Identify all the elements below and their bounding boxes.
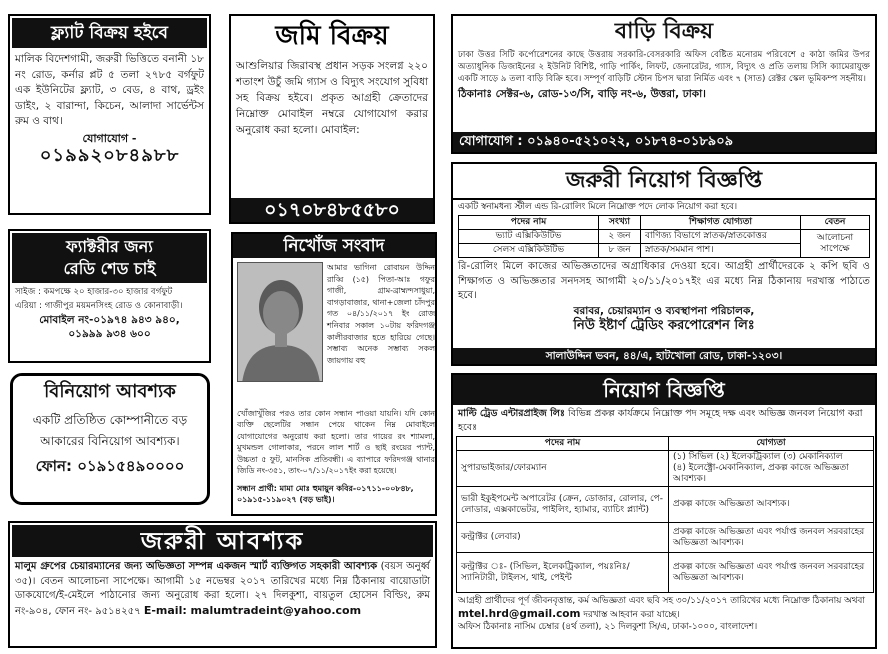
table-cell: প্রকল্প কাজে অভিজ্ঞতা আবশ্যক। bbox=[669, 487, 874, 523]
ad-urgent-body-block bbox=[10, 559, 435, 620]
ad-missing-contact: সন্ধান প্রার্থী: মামা মোঃ হুমায়ুন কবির-০১৭১১-০০৮৪৮, ০১৯১৫-১১৯০২৭ (বড় ভাই)। bbox=[237, 484, 414, 505]
ad-factory-line4: ০১৯৯৯ ৯৩৪ ৬০০ bbox=[68, 328, 151, 340]
ad-recruit1-address: সালাউদ্দিন ভবন, ৪৪/এ, হাটখোলা রোড, ঢাকা-১২০৩। bbox=[453, 348, 875, 364]
ad-recruit1-title: জরুরী নিয়োগ বিজ্ঞপ্তি bbox=[453, 164, 875, 200]
ad-recruit1-addressee: বরাবর, চেয়ারম্যান ও ব্যবস্থাপনা পরিচালক, bbox=[573, 304, 755, 317]
table-cell: ৮ জন bbox=[599, 244, 641, 258]
ad-house-address: ঠিকানাঃ সেক্টর-৬, রোড-১৩/সি, বাড়ি নং-৬, উত্তরা, ঢাকা। bbox=[458, 88, 706, 100]
ad-house-title: বাড়ি বিক্রয় bbox=[453, 16, 875, 48]
ad-flat-title: ফ্ল্যাট বিক্রয় হইবে bbox=[12, 18, 207, 48]
ad-recruit1-body: রি-রোলিং মিলে কাজের অভিজ্ঞতাদের অগ্রাধিকার দেওয়া হবে। আগ্রহী প্রার্থীদেরকে ২ কপি ছবি ও শিক্ষাগত ও অভিজ্ঞতার সনদসহ আগামী ২০/১১/২০১৭ইং এর মধ্যে নিম্ন ঠিকানায় দরখাস্ত পাঠাতে হবে। bbox=[458, 261, 870, 301]
table-header: বেতন bbox=[801, 216, 870, 230]
table-cell: কন্ট্রাক্টর ঃ- (সিভিল, ইলেকট্রিক্যাল, পয়ঃনিঃ/স্যানিটারী, টাইলস, থাই, পেইন্ট bbox=[457, 553, 669, 593]
ad-missing-body-side: আমার ভাগিনা রোবায়ন উদ্দিন রাব্বি (১৫) পিতা-আঃ গফুর গাজী, গ্রাম-ব্রাহ্মন্দসাধুয়া, বাগড়াবাজার, থানা+জেলা চাঁদপুর গত ০৪/১১/২০১৭ ইং রোজ শনিবার সকাল ১০টায় ফরিদগঞ্জ কালীরবাজার হতে হারিয়ে গেছে। সম্ভাব্য অনেক সম্ভাব্য সকল জায়গায় বহু bbox=[327, 263, 435, 365]
ad-missing-person bbox=[231, 232, 437, 516]
ad-flat-contact-label: যোগাযোগ - bbox=[82, 131, 137, 145]
table-cell: প্রকল্প কাজে অভিজ্ঞতা এবং পর্যাপ্ত জনবল সরবরাহের অভিজ্ঞতা আবশ্যক। bbox=[669, 523, 874, 553]
ad-investment-title: বিনিয়োগ আবশ্যক bbox=[13, 376, 207, 408]
table-header: পদের নাম bbox=[457, 437, 669, 451]
table-cell: স্নাতক/সমমান পাশ। bbox=[641, 244, 801, 258]
ad-land-sale bbox=[229, 14, 435, 224]
ad-investment bbox=[10, 373, 210, 505]
recruit2-table bbox=[456, 436, 874, 593]
ad-recruit2-title: নিয়োগ বিজ্ঞপ্তি bbox=[453, 375, 875, 405]
ad-factory-line2: এরিয়া : গাজীপুর ময়মনসিংহ রোড ও কোনাবাড়ী। bbox=[15, 301, 183, 311]
ad-urgent-body: (বয়স অনুর্ধ্ব ৩৫)। বেতন আলোচনা সাপেক্ষে। আগামী ১৫ নভেম্বর ২০১৭ তারিখের মধ্যে নিম্ন ঠিকানায় বায়োডাটা ডাকযোগে/ই-মেইলে পাঠানোর জন্য অনুরোধ করা হলো। ২৭ দিলকুশা, বায়তুল হোসেন বিল্ডিং, রুম নং-৯০৪, ফোন নং- ৯৫১৪২৫৭ bbox=[15, 561, 430, 617]
ad-factory-title-line1: ফ্যাক্টরীর জন্য bbox=[66, 237, 153, 256]
ad-house-body: ঢাকা উত্তর সিটি কর্পোরেশনের কাছে উত্তরায় সরকারি-বেসরকারি অফিস বেষ্টিত মনোরম পরিবেশে ৫ কাঠা জমির উপর অত্যাধুনিক ডিজাইনের ২ ইউনিট বিশিষ্ট, গাড়ি পার্কিং, লিফট, জেনারেটর, গ্যাস, বিদ্যুৎ ও প্রতি তলায় সিসি ক্যামেরাযুক্ত একটি সাড়ে ৯ তলা বাড়ি বিক্রি হবে। সম্পূর্ণ বাড়িটি স্টোন চিপস দ্বারা নির্মিত এবং ৭ (সাত) রেক্টর স্কেল ভূমিকম্প সহনীয়। bbox=[458, 50, 870, 84]
ad-factory-line3: মোবাইল নং-০১৯৭৪ ৯৪৩ ৯৪০, bbox=[39, 314, 180, 326]
ad-recruit2-intro-block bbox=[453, 405, 875, 436]
ad-urgently-required bbox=[8, 521, 437, 648]
ad-land-body: আশুলিয়ার জিরাবস্থ প্রধান সড়ক সংলগ্ন ২২০ শতাংশ উচুঁ জমি গ্যাস ও বিদ্যুৎ সংযোগ সুবিধা সহ বিক্রয় হইবে। প্রকৃত আগ্রহী ক্রেতাদের নিম্নোক্ত মোবাইল নম্বরে যোগাযোগ করার অনুরোধ করা হলো। মোবাইল: bbox=[236, 60, 428, 136]
ad-urgent-email[interactable]: E-mail: malumtradeint@yahoo.com bbox=[143, 603, 362, 617]
ad-recruit2-intro: বিভিন্ন প্রকল্প কার্যক্রমে নিম্নোক্ত পদ সমূহে দক্ষ এবং অভিজ্ঞ জনবল নিয়োগ করা হবেঃ bbox=[458, 408, 863, 433]
table-header: পদের নাম bbox=[459, 216, 599, 230]
ad-recruit2-footer bbox=[453, 593, 875, 621]
table-header-row bbox=[459, 216, 870, 230]
ad-house-contact: যোগাযোগ : ০১৯৪০-৫২১০২২, ০১৮৭৪-০১৮৯০৯ bbox=[453, 132, 875, 152]
ad-house-sale bbox=[451, 14, 877, 154]
ad-factory-title-line2: রেডি শেড চাই bbox=[63, 259, 156, 278]
table-cell: (১) সিভিল (২) ইলেকট্রিক্যাল (৩) মেকানিক্যাল (৪) ইলেক্ট্রো-মেকানিক্যাল, প্রকল্প কাজে অভিজ্ঞতা আবশ্যক। bbox=[669, 451, 874, 487]
ad-factory-line1: সাইজ : কমপক্ষে ২০ হাজার-৩০ হাজার বর্গফুট bbox=[15, 287, 173, 297]
ad-recruit2-email[interactable]: mtel.hrd@gmail.com bbox=[458, 607, 581, 620]
ad-investment-body: একটি প্রতিষ্ঠিত কোম্পানীতে বড় আকারের বিনিয়োগ আবশ্যক। bbox=[32, 413, 188, 448]
ad-recruit2-footer-pre: আগ্রহী প্রার্থীদের পূর্ণ জীবনবৃত্তান্ত, কর্ম অভিজ্ঞতা এবং ছবি সহ ৩০/১১/২০১৭ তারিখের মধ্যে নিম্নোক্ত ঠিকানায় অথবা bbox=[458, 596, 865, 606]
ad-urgent-body-bold: মালুম গ্রুপের চেয়ারম্যানের জন্য অভিজ্ঞতা সম্পন্ন একজন স্মার্ট ব্যক্তিগত সহকারী আবশ্যক bbox=[15, 561, 378, 572]
ad-recruit2-office: অফিস ঠিকানাঃ নাসিম চেম্বার (৪র্থ তলা), ২১ দিলকুশা সি/এ, ঢাকা-১০০০, বাংলাদেশ। bbox=[458, 622, 758, 632]
ad-missing-body-full: খোঁজাখুঁজির পরও তার কোন সন্ধান পাওয়া যায়নি। যদি কোন ব্যক্তি ছেলেটির সন্ধান পেয়ে থাকেন নিম্ন মোবাইলে যোগাযোগের অনুরোধ করা হলো। তার গায়ের রং শ্যামলা, মুখমন্ডল গোলাকার, পরনে লাল শার্ট ও ছাই রংয়ের প্যান্ট, উচ্চতা ৫ ফুট, মানসিক প্রতিবন্ধী। এ ব্যাপারে ফরিদগঞ্জ থানার জিডি নং-৩৫১, তাং-০৭/১১/২০১৭ইং করা হয়েছে। bbox=[237, 409, 435, 476]
ad-urgent-title: জরুরী আবশ্যক bbox=[12, 525, 433, 557]
person-silhouette-icon bbox=[238, 263, 323, 382]
table-cell: ভ্যাট এক্সিকিউটিভ bbox=[459, 230, 599, 244]
table-cell: কন্ট্রাক্টর (লেবার) bbox=[457, 523, 669, 553]
table-cell: সেলস এক্সিকিউটিভ bbox=[459, 244, 599, 258]
ad-investment-phone: ফোন: ০১৯১৫৪৯০০০০ bbox=[35, 457, 185, 475]
ad-flat-phone: ০১৯৯২০৮৪৯৮৮ bbox=[39, 144, 180, 166]
table-cell: প্রকল্প কাজে অভিজ্ঞতা এবং পর্যাপ্ত জনবল সরবরাহের অভিজ্ঞতা আবশ্যক। bbox=[669, 553, 874, 593]
table-cell: সুপারভাইজার/ফোরম্যান bbox=[457, 451, 669, 487]
table-cell: ২ জন bbox=[599, 230, 641, 244]
ad-urgent-recruitment bbox=[451, 162, 877, 366]
ad-recruitment-notice bbox=[451, 373, 877, 649]
ad-recruit1-intro: একটি স্বনামধন্য স্টীল এন্ড রি-রোলিং মিলে নিম্নোক্ত পদে লোক নিয়োগ করা হবে। bbox=[458, 202, 738, 212]
table-cell-salary: আলোচনা সাপেক্ষে bbox=[801, 230, 870, 258]
ad-land-phone: ০১৭০৮৪৮৫৫৮০ bbox=[231, 198, 433, 222]
ad-land-title: জমি বিক্রয় bbox=[231, 16, 433, 56]
table-header: শিক্ষাগত যোগ্যতা bbox=[641, 216, 801, 230]
table-header: যোগ্যতা bbox=[669, 437, 874, 451]
ad-recruit1-company: নিউ ইষ্টার্ণ ট্রেডিং করপোরেশন লিঃ bbox=[573, 317, 755, 333]
ad-recruit2-footer-post: দরখাস্ত আহবান করা যাচ্ছে। bbox=[583, 609, 680, 620]
ad-flat-sale bbox=[8, 14, 211, 215]
table-header: সংখ্যা bbox=[599, 216, 641, 230]
table-row bbox=[457, 451, 874, 487]
ad-factory-title-block bbox=[12, 233, 207, 283]
ad-factory-shed bbox=[8, 229, 211, 363]
ad-recruit2-company: মাল্টি ট্রেড এন্টারপ্রাইজ লিঃ bbox=[458, 408, 565, 419]
missing-photo bbox=[237, 262, 323, 382]
ad-flat-body: মালিক বিদেশগামী, জরুরী ভিত্তিতে বনানী ১৮ নং রোড, কর্নার প্লট ৫ তলা ২৭৮৫ বর্গফুট এক ইউনিটের ফ্ল্যাট, ৩ বেড, ৪ বাথ, ড্রইং ডাইং, ২ বারান্দা, কিচেন, আলাদা সার্ভেন্টস রুম ও বাথ। bbox=[15, 53, 204, 127]
table-row bbox=[459, 230, 870, 244]
table-header-row bbox=[457, 437, 874, 451]
table-row bbox=[457, 553, 874, 593]
ad-missing-title: নিখোঁজ সংবাদ bbox=[233, 234, 435, 258]
table-row bbox=[457, 523, 874, 553]
recruit1-table bbox=[458, 215, 870, 258]
table-row bbox=[457, 487, 874, 523]
table-cell: বাণিজ্য বিভাগে স্নাতক/স্নাতকোত্তর bbox=[641, 230, 801, 244]
table-cell: ভারী ইকুইপমেন্ট অপারেটর (ক্রেন, ডোজার, রোলার, পে-লোডার, এক্সকাভেটর, পাইলিং, হ্যামার, ব্যাচিং প্ল্যান্ট) bbox=[457, 487, 669, 523]
